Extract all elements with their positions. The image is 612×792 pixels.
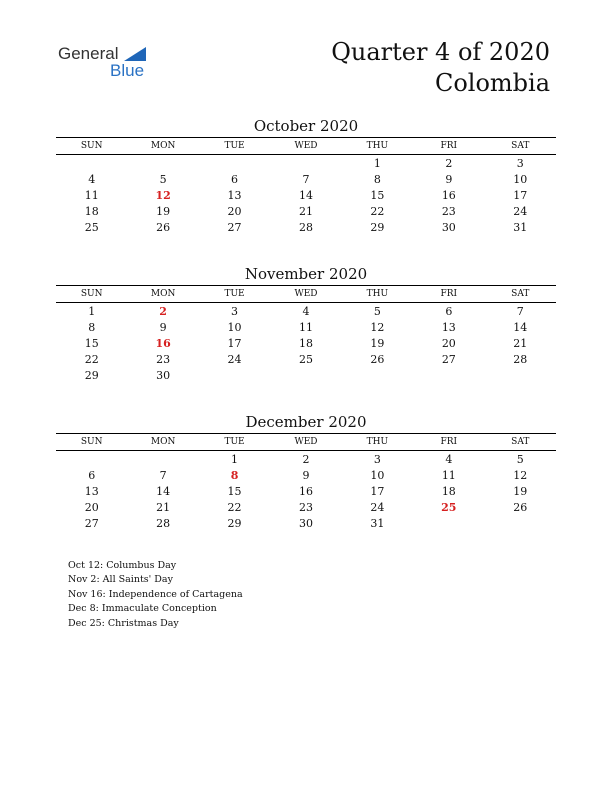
day-cell: 7	[302, 172, 310, 186]
day-cell: 3	[231, 304, 239, 318]
day-cell: 6	[445, 304, 453, 318]
logo-text-blue: Blue	[110, 61, 145, 80]
day-cell: 3	[373, 452, 381, 466]
calendar-grid	[56, 137, 556, 235]
day-cell: 18	[298, 336, 313, 350]
holiday-day-cell: 25	[441, 500, 457, 514]
day-cell: 1	[373, 156, 381, 170]
day-cell: 31	[513, 220, 528, 234]
weekday-header: FRI	[413, 434, 484, 451]
day-cell: 9	[445, 172, 453, 186]
day-cell: 7	[159, 468, 167, 482]
empty-day-cell	[56, 155, 127, 172]
day-cell: 21	[298, 204, 313, 218]
country-name: Colombia	[434, 69, 550, 97]
day-cell: 4	[88, 172, 96, 186]
day-cell: 16	[298, 484, 313, 498]
day-cell: 1	[88, 304, 96, 318]
day-cell: 15	[84, 336, 99, 350]
empty-day-cell	[413, 367, 484, 383]
week-row	[56, 187, 556, 203]
day-cell: 10	[513, 172, 528, 186]
empty-day-cell	[199, 155, 270, 172]
day-cell: 27	[84, 516, 99, 530]
day-cell: 15	[227, 484, 242, 498]
day-cell: 11	[298, 320, 313, 334]
day-cell: 19	[513, 484, 528, 498]
week-row	[56, 303, 556, 320]
holiday-note: Oct 12: Columbus Day	[68, 560, 177, 571]
week-row	[56, 335, 556, 351]
empty-day-cell	[127, 155, 198, 172]
day-cell: 10	[370, 468, 385, 482]
day-cell: 3	[516, 156, 524, 170]
week-row	[56, 219, 556, 235]
day-cell: 13	[84, 484, 99, 498]
empty-day-cell	[199, 367, 270, 383]
holiday-day-cell: 2	[159, 304, 167, 318]
empty-day-cell	[56, 451, 127, 468]
day-cell: 17	[513, 188, 528, 202]
weekday-header: TUE	[199, 434, 270, 451]
day-cell: 6	[88, 468, 96, 482]
weekday-header: MON	[127, 434, 198, 451]
week-row	[56, 499, 556, 515]
day-cell: 5	[516, 452, 524, 466]
weekday-header: TUE	[199, 286, 270, 303]
day-cell: 20	[84, 500, 99, 514]
week-row	[56, 467, 556, 483]
day-cell: 27	[227, 220, 242, 234]
day-cell: 21	[513, 336, 528, 350]
day-cell: 20	[441, 336, 456, 350]
weekday-header: TUE	[199, 138, 270, 155]
day-cell: 28	[298, 220, 313, 234]
day-cell: 13	[227, 188, 242, 202]
day-cell: 12	[513, 468, 528, 482]
month-november	[56, 265, 556, 383]
weekday-header: THU	[342, 138, 413, 155]
day-cell: 26	[370, 352, 385, 366]
day-cell: 11	[441, 468, 456, 482]
day-cell: 23	[156, 352, 171, 366]
day-cell: 24	[227, 352, 242, 366]
day-cell: 17	[370, 484, 385, 498]
brand-logo	[58, 44, 158, 84]
day-cell: 29	[370, 220, 385, 234]
day-cell: 2	[302, 452, 310, 466]
weekday-header: MON	[127, 138, 198, 155]
day-cell: 29	[227, 516, 242, 530]
month-title: December 2020	[245, 413, 367, 431]
day-cell: 26	[156, 220, 171, 234]
weekday-header: WED	[270, 138, 341, 155]
page-title: Quarter 4 of 2020	[331, 38, 550, 66]
day-cell: 21	[156, 500, 171, 514]
week-row	[56, 155, 556, 172]
holiday-day-cell: 12	[155, 188, 171, 202]
day-cell: 9	[159, 320, 167, 334]
day-cell: 26	[513, 500, 528, 514]
weekday-header: WED	[270, 286, 341, 303]
weekday-header: SAT	[485, 434, 556, 451]
day-cell: 14	[513, 320, 528, 334]
day-cell: 23	[441, 204, 456, 218]
day-cell: 19	[156, 204, 171, 218]
day-cell: 25	[298, 352, 313, 366]
day-cell: 8	[373, 172, 381, 186]
day-cell: 19	[370, 336, 385, 350]
holiday-note: Nov 2: All Saints' Day	[68, 574, 173, 586]
day-cell: 29	[84, 368, 99, 382]
day-cell: 22	[84, 352, 99, 366]
day-cell: 28	[156, 516, 171, 530]
day-cell: 24	[513, 204, 528, 218]
weekday-header: FRI	[413, 286, 484, 303]
day-cell: 8	[88, 320, 96, 334]
day-cell: 22	[227, 500, 242, 514]
day-cell: 5	[373, 304, 381, 318]
week-row	[56, 515, 556, 531]
empty-day-cell	[413, 515, 484, 531]
day-cell: 9	[302, 468, 310, 482]
month-title: November 2020	[244, 265, 368, 283]
day-cell: 5	[159, 172, 167, 186]
weekday-header: SUN	[56, 286, 127, 303]
day-cell: 1	[231, 452, 239, 466]
day-cell: 11	[84, 188, 99, 202]
day-cell: 30	[441, 220, 456, 234]
weekday-header: FRI	[413, 138, 484, 155]
day-cell: 25	[84, 220, 99, 234]
day-cell: 15	[370, 188, 385, 202]
day-cell: 18	[84, 204, 99, 218]
holiday-note: Dec 8: Immaculate Conception	[68, 603, 217, 615]
logo-text-general: General	[58, 44, 119, 63]
day-cell: 20	[227, 204, 242, 218]
day-cell: 4	[445, 452, 453, 466]
day-cell: 10	[227, 320, 242, 334]
day-cell: 14	[298, 188, 313, 202]
empty-day-cell	[485, 367, 556, 383]
holiday-note: Nov 16: Independence of Cartagena	[68, 588, 243, 600]
weekday-header: WED	[270, 434, 341, 451]
empty-day-cell	[270, 367, 341, 383]
day-cell: 28	[513, 352, 528, 366]
month-title: October 2020	[253, 117, 359, 135]
day-cell: 30	[156, 368, 171, 382]
day-cell: 7	[516, 304, 524, 318]
empty-day-cell	[127, 451, 198, 468]
day-cell: 30	[298, 516, 313, 530]
empty-day-cell	[270, 155, 341, 172]
week-row	[56, 483, 556, 499]
calendar-grid	[56, 285, 556, 383]
day-cell: 27	[441, 352, 456, 366]
holiday-notes	[68, 559, 243, 631]
holiday-day-cell: 8	[230, 468, 239, 482]
week-row	[56, 367, 556, 383]
page-header	[331, 37, 550, 99]
weekday-header: THU	[342, 286, 413, 303]
day-cell: 13	[441, 320, 456, 334]
weekday-header: SAT	[485, 286, 556, 303]
month-december	[56, 413, 556, 531]
day-cell: 23	[298, 500, 313, 514]
day-cell: 18	[441, 484, 456, 498]
day-cell: 12	[370, 320, 385, 334]
holiday-day-cell: 16	[155, 336, 171, 350]
day-cell: 16	[441, 188, 456, 202]
week-row	[56, 451, 556, 468]
day-cell: 24	[370, 500, 385, 514]
week-row	[56, 203, 556, 219]
holiday-note: Dec 25: Christmas Day	[68, 617, 179, 629]
day-cell: 6	[231, 172, 239, 186]
logo-triangle-icon	[124, 47, 146, 61]
day-cell: 22	[370, 204, 385, 218]
weekday-header: SUN	[56, 138, 127, 155]
week-row	[56, 171, 556, 187]
empty-day-cell	[342, 367, 413, 383]
week-row	[56, 351, 556, 367]
day-cell: 4	[302, 304, 310, 318]
empty-day-cell	[485, 515, 556, 531]
weekday-header: SAT	[485, 138, 556, 155]
day-cell: 2	[445, 156, 453, 170]
weekday-header: MON	[127, 286, 198, 303]
day-cell: 17	[227, 336, 242, 350]
weekday-header: THU	[342, 434, 413, 451]
weekday-header: SUN	[56, 434, 127, 451]
week-row	[56, 319, 556, 335]
day-cell: 31	[370, 516, 385, 530]
month-october	[56, 117, 556, 235]
day-cell: 14	[156, 484, 171, 498]
calendar-grid	[56, 433, 556, 531]
